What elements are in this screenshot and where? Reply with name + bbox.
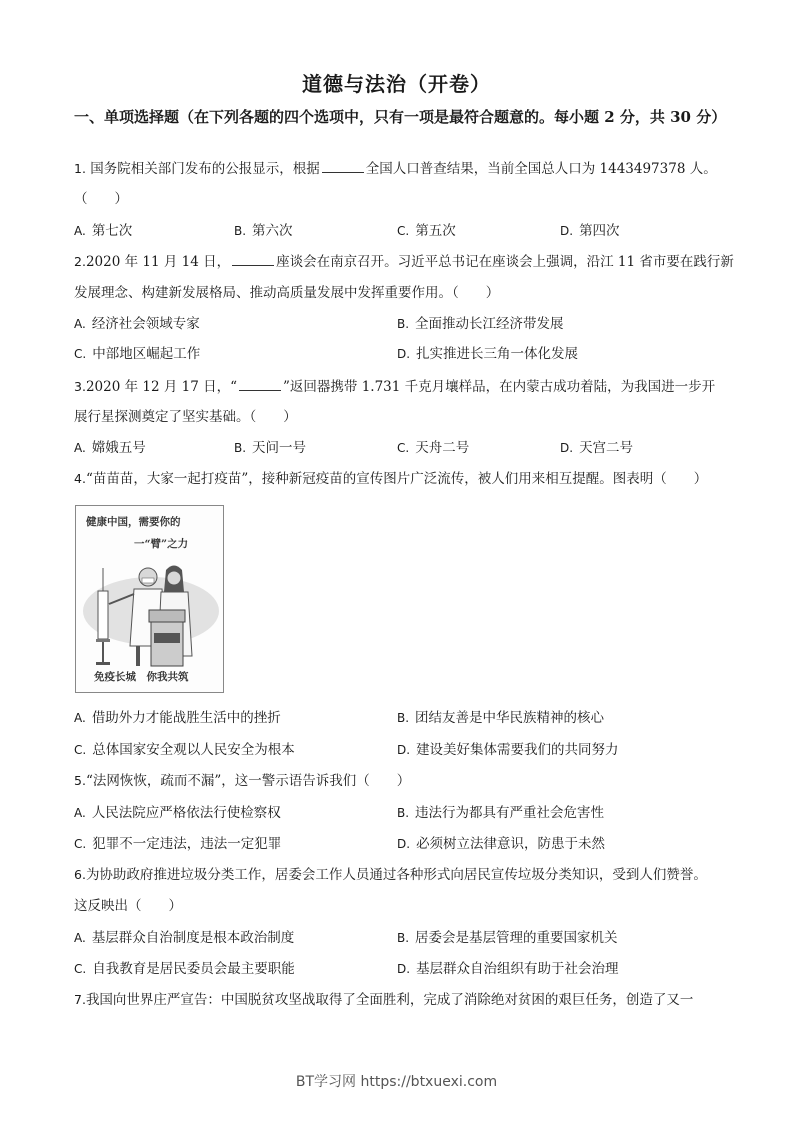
q1-option-d[interactable]: D. 第四次 (560, 223, 620, 239)
q3-option-d[interactable]: D. 天宫二号 (560, 440, 634, 456)
footer-watermark: BT学习网 https://btxuexi.com (295, 1074, 498, 1090)
answer-blank (232, 252, 274, 266)
q1-option-a[interactable]: A. 第七次 (74, 223, 133, 239)
q2-option-c[interactable]: C. 中部地区崛起工作 (74, 346, 201, 362)
q4-option-d[interactable]: D. 建设美好集体需要我们的共同努力 (397, 742, 619, 758)
page-title: 道德与法治（开卷） (302, 72, 491, 96)
question-3-line-1 (74, 377, 715, 397)
q3-option-b[interactable]: B. 天问一号 (234, 440, 307, 456)
q5-option-b[interactable]: B. 违法行为都具有严重社会危害性 (397, 805, 605, 821)
q4-option-a[interactable]: A. 借助外力才能战胜生活中的挫折 (74, 710, 281, 726)
question-text: “法网恢恢，疏而不漏”，这一警示语告诉我们（ ） (85, 773, 411, 789)
q1-option-b[interactable]: B. 第六次 (234, 223, 293, 239)
q3-option-a[interactable]: A. 嫦娥五号 (74, 440, 146, 456)
q5-option-d[interactable]: D. 必须树立法律意识，防患于未然 (397, 836, 606, 852)
q2-option-a[interactable]: A. 经济社会领域专家 (74, 316, 200, 332)
q4-option-c[interactable]: C. 总体国家安全观以人民安全为根本 (74, 742, 295, 758)
question-text: 座谈会在南京召开。习近平总书记在座谈会上强调，沿江 11 省市要在践行新 (276, 254, 734, 270)
question-6-line-2: 这反映出（ ） (74, 898, 182, 914)
vaccine-poster-image (75, 505, 224, 693)
question-text: 2020 年 12 月 17 日，“ (85, 379, 238, 395)
question-number: 3. (74, 379, 86, 394)
question-4-line-1 (74, 469, 707, 489)
question-number: 2. (74, 254, 86, 269)
section-heading: 一、单项选择题（在下列各题的四个选项中，只有一项是最符合题意的。每小题 2 分，共 30 分） (74, 108, 727, 126)
q6-option-a[interactable]: A. 基层群众自治制度是根本政治制度 (74, 930, 295, 946)
poster-illustration (76, 506, 223, 692)
answer-blank (239, 377, 281, 391)
question-2-line-1 (74, 252, 734, 272)
poster-top-text: 健康中国，需要你的 (86, 516, 181, 528)
question-number: 1. (74, 161, 86, 176)
question-text: 我国向世界庄严宣告：中国脱贫攻坚战取得了全面胜利，完成了消除绝对贫困的艰巨任务，创造了又一 (85, 992, 694, 1008)
q3-option-c[interactable]: C. 天舟二号 (397, 440, 470, 456)
q6-option-d[interactable]: D. 基层群众自治组织有助于社会治理 (397, 961, 619, 977)
answer-blank (322, 159, 364, 173)
question-7-line-1 (74, 990, 693, 1010)
question-text: 全国人口普查结果，当前全国总人口为 1443497378 人。 (365, 161, 717, 177)
question-text: ”返回器携带 1.731 千克月壤样品，在内蒙古成功着陆，为我国进一步开 (283, 379, 716, 395)
question-text: 国务院相关部门发布的公报显示，根据 (90, 161, 320, 177)
q1-option-c[interactable]: C. 第五次 (397, 223, 456, 239)
poster-mid-text: 一“臂”之力 (134, 538, 189, 550)
question-3-line-2: 展行星探测奠定了坚实基础。（ ） (74, 409, 297, 425)
question-text: 为协助政府推进垃圾分类工作，居委会工作人员通过各种形式向居民宣传垃圾分类知识，受到人们赞誉。 (85, 867, 707, 883)
q4-option-b[interactable]: B. 团结友善是中华民族精神的核心 (397, 710, 605, 726)
question-text: 2020 年 11 月 14 日， (85, 254, 231, 270)
question-5-line-1 (74, 771, 410, 791)
question-6-line-1 (74, 865, 707, 885)
question-text: “苗苗苗，大家一起打疫苗”，接种新冠疫苗的宣传图片广泛流传，被人们用来相互提醒。图表明（ ） (85, 471, 708, 487)
q6-option-b[interactable]: B. 居委会是基层管理的重要国家机关 (397, 930, 618, 946)
question-number: 5. (74, 773, 86, 788)
question-number: 4. (74, 471, 86, 486)
q2-option-b[interactable]: B. 全面推动长江经济带发展 (397, 316, 564, 332)
q5-option-c[interactable]: C. 犯罪不一定违法，违法一定犯罪 (74, 836, 282, 852)
poster-bottom-text: 免疫长城 你我共筑 (94, 671, 189, 683)
question-1-bracket: （ ） (74, 191, 128, 207)
q6-option-c[interactable]: C. 自我教育是居民委员会最主要职能 (74, 961, 295, 977)
q5-option-a[interactable]: A. 人民法院应严格依法行使检察权 (74, 805, 281, 821)
question-number: 6. (74, 867, 86, 882)
question-1-line-1 (74, 159, 717, 179)
question-number: 7. (74, 992, 86, 1007)
question-2-line-2: 发展理念、构建新发展格局、推动高质量发展中发挥重要作用。（ ） (74, 285, 500, 301)
q2-option-d[interactable]: D. 扎实推进长三角一体化发展 (397, 346, 579, 362)
